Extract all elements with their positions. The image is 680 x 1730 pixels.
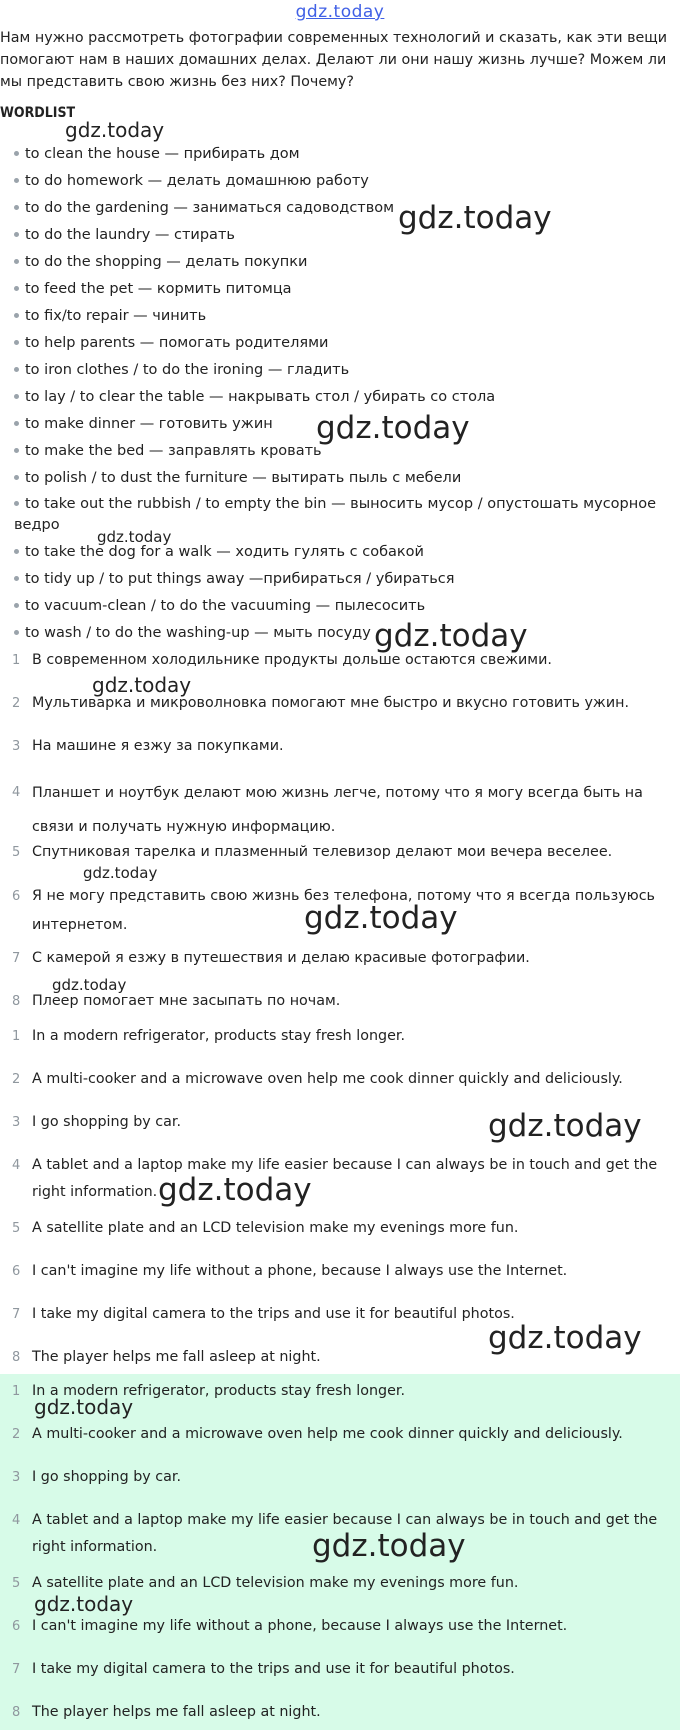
bullet-icon xyxy=(14,501,19,506)
list-item: 6 I can't imagine my life without a phone, because I always use the Internet. xyxy=(12,1618,568,1634)
bullet-icon xyxy=(14,205,19,210)
bullet-icon xyxy=(14,394,19,399)
list-item: 8 Плеер помогает мне засыпать по ночам. xyxy=(12,993,341,1009)
site-logo-link[interactable]: gdz.today xyxy=(295,2,385,22)
wordlist-item: to polish / to dust the furniture — вытирать пыль с мебели xyxy=(14,467,674,489)
watermark: gdz.today xyxy=(97,528,172,546)
list-item: 6 I can't imagine my life without a phone, because I always use the Internet. xyxy=(12,1263,568,1279)
list-item: 4 A tablet and a laptop make my life easier because I can always be in touch and get the right information. xyxy=(12,1157,658,1200)
list-item: 1 In a modern refrigerator, products stay fresh longer. xyxy=(12,1028,405,1044)
list-item: 7 I take my digital camera to the trips and use it for beautiful photos. xyxy=(12,1306,515,1322)
wordlist-item: to do the shopping — делать покупки xyxy=(14,251,674,273)
list-item: 8 The player helps me fall asleep at night. xyxy=(12,1704,321,1720)
list-item: 1 В современном холодильнике продукты дольше остаются свежими. xyxy=(12,652,552,668)
wordlist-item: to wash / to do the washing-up — мыть посуду xyxy=(14,622,674,644)
watermark: gdz.today xyxy=(398,200,552,236)
bullet-icon xyxy=(14,340,19,345)
list-item: 2 A multi-cooker and a microwave oven help me cook dinner quickly and deliciously. xyxy=(12,1071,623,1087)
watermark: gdz.today xyxy=(316,410,470,446)
wordlist-item: to make dinner — готовить ужин xyxy=(14,413,674,435)
bullet-icon xyxy=(14,475,19,480)
wordlist-heading: WORDLIST xyxy=(0,105,76,121)
wordlist-item: to make the bed — заправлять кровать xyxy=(14,440,674,462)
bullet-icon xyxy=(14,367,19,372)
bullet-icon xyxy=(14,603,19,608)
wordlist-item: to feed the pet — кормить питомца xyxy=(14,278,674,300)
bullet-icon xyxy=(14,313,19,318)
wordlist-item: to do the laundry — стирать xyxy=(14,224,674,246)
bullet-icon xyxy=(14,549,19,554)
list-item: 5 A satellite plate and an LCD television make my evenings more fun. xyxy=(12,1220,519,1236)
bullet-icon xyxy=(14,259,19,264)
bullet-icon xyxy=(14,576,19,581)
bullet-icon xyxy=(14,448,19,453)
watermark: gdz.today xyxy=(312,1528,466,1564)
watermark: gdz.today xyxy=(374,618,528,654)
watermark: gdz.today xyxy=(52,976,127,994)
bullet-icon xyxy=(14,232,19,237)
watermark: gdz.today xyxy=(34,1592,134,1616)
watermark: gdz.today xyxy=(34,1395,134,1419)
wordlist-item: to tidy up / to put things away —прибираться / убираться xyxy=(14,568,674,590)
bullet-icon xyxy=(14,178,19,183)
bullet-icon xyxy=(14,421,19,426)
list-item: 4 A tablet and a laptop make my life easier because I can always be in touch and get the right information. xyxy=(12,1512,658,1555)
list-item: 4 Планшет и ноутбук делают мою жизнь легче, потому что я могу всегда быть на связи и получать нужную информацию. xyxy=(12,785,643,835)
list-item: 3 На машине я езжу за покупками. xyxy=(12,738,284,754)
watermark: gdz.today xyxy=(158,1172,312,1208)
wordlist-item: to do homework — делать домашнюю работу xyxy=(14,170,674,192)
watermark: gdz.today xyxy=(304,900,458,936)
wordlist-item: to lay / to clear the table — накрывать стол / убирать со стола xyxy=(14,386,674,408)
watermark: gdz.today xyxy=(488,1320,642,1356)
bullet-icon xyxy=(14,151,19,156)
watermark: gdz.today xyxy=(83,864,158,882)
bullet-icon xyxy=(14,286,19,291)
wordlist-item: to take the dog for a walk — ходить гулять с собакой xyxy=(14,541,674,563)
wordlist-item: to do the gardening — заниматься садоводством xyxy=(14,197,674,219)
wordlist-item: to iron clothes / to do the ironing — гладить xyxy=(14,359,674,381)
list-item: 1 In a modern refrigerator, products stay fresh longer. xyxy=(12,1383,405,1399)
list-item: 2 A multi-cooker and a microwave oven help me cook dinner quickly and deliciously. xyxy=(12,1426,623,1442)
list-item: 3 I go shopping by car. xyxy=(12,1114,182,1130)
watermark: gdz.today xyxy=(65,118,165,142)
list-item: 7 С камерой я езжу в путешествия и делаю красивые фотографии. xyxy=(12,950,530,966)
list-item: 3 I go shopping by car. xyxy=(12,1469,182,1485)
watermark: gdz.today xyxy=(488,1108,642,1144)
list-item: 5 Спутниковая тарелка и плазменный телевизор делают мои вечера веселее. xyxy=(12,844,613,860)
wordlist-item: to clean the house — прибирать дом xyxy=(14,143,674,165)
list-item: 2 Мультиварка и микроволновка помогают мне быстро и вкусно готовить ужин. xyxy=(12,695,629,711)
wordlist-item: to help parents — помогать родителями xyxy=(14,332,674,354)
wordlist-item: to fix/to repair — чинить xyxy=(14,305,674,327)
task-intro: Нам нужно рассмотреть фотографии современных технологий и сказать, как эти вещи помогают нам в наших домашних делах. Делают ли они нашу жизнь лучше? Можем ли мы представить свою жизнь без них? Почему? xyxy=(0,30,668,90)
list-item: 6 Я не могу представить свою жизнь без телефона, потому что я всегда пользуюсь интернетом. xyxy=(12,888,655,933)
list-item: 8 The player helps me fall asleep at night. xyxy=(12,1349,321,1365)
list-item: 7 I take my digital camera to the trips and use it for beautiful photos. xyxy=(12,1661,515,1677)
watermark: gdz.today xyxy=(92,673,192,697)
list-item: 5 A satellite plate and an LCD television make my evenings more fun. xyxy=(12,1575,519,1591)
wordlist-item: to vacuum-clean / to do the vacuuming — пылесосить xyxy=(14,595,674,617)
bullet-icon xyxy=(14,630,19,635)
wordlist-item: to take out the rubbish / to empty the bin — выносить мусор / опустошать мусорное ведро xyxy=(14,496,657,533)
